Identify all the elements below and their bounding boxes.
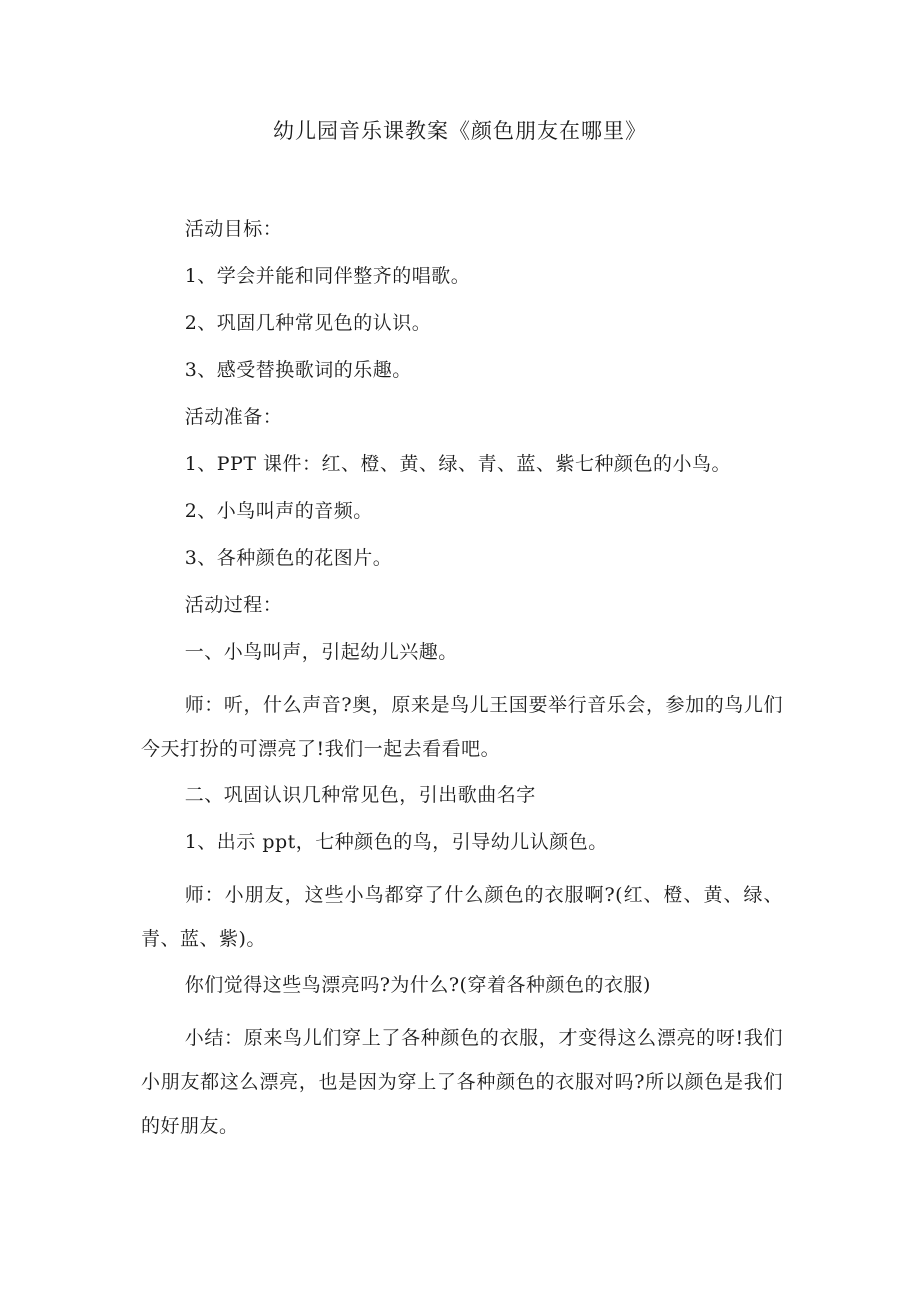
- preparation-item: 1、PPT 课件：红、橙、黄、绿、青、蓝、紫七种颜色的小鸟。: [184, 453, 732, 475]
- document-body: [141, 213, 783, 1156]
- teacher-dialogue: 师：小朋友，这些小鸟都穿了什么颜色的衣服啊?(红、橙、黄、绿、青、蓝、紫)。: [141, 884, 783, 950]
- teacher-dialogue: 师：听，什么声音?奥，原来是鸟儿王国要举行音乐会，参加的鸟儿们今天打扮的可漂亮了!我们一起去看看吧。: [141, 694, 783, 760]
- preparation-item: 3、各种颜色的花图片。: [184, 547, 393, 569]
- process-step: 二、巩固认识几种常见色，引出歌曲名字: [184, 784, 536, 806]
- section-heading-preparation: 活动准备：: [184, 406, 283, 428]
- process-substep: 1、出示 ppt，七种颜色的鸟，引导幼儿认颜色。: [184, 831, 608, 853]
- section-heading-objectives: 活动目标：: [184, 218, 283, 240]
- objective-item: 3、感受替换歌词的乐趣。: [184, 359, 412, 381]
- preparation-item: 2、小鸟叫声的音频。: [184, 500, 373, 522]
- question-text: 你们觉得这些鸟漂亮吗?为什么?(穿着各种颜色的衣服): [184, 974, 651, 996]
- section-heading-process: 活动过程：: [184, 594, 283, 616]
- process-step: 一、小鸟叫声，引起幼儿兴趣。: [184, 641, 458, 663]
- summary-text: 小结：原来鸟儿们穿上了各种颜色的衣服，才变得这么漂亮的呀!我们小朋友都这么漂亮，也是因为穿上了各种颜色的衣服对吗?所以颜色是我们的好朋友。: [141, 1027, 783, 1137]
- document-title: 幼儿园音乐课教案《颜色朋友在哪里》: [273, 119, 647, 143]
- objective-item: 1、学会并能和同伴整齐的唱歌。: [184, 265, 471, 287]
- objective-item: 2、巩固几种常见色的认识。: [184, 312, 432, 334]
